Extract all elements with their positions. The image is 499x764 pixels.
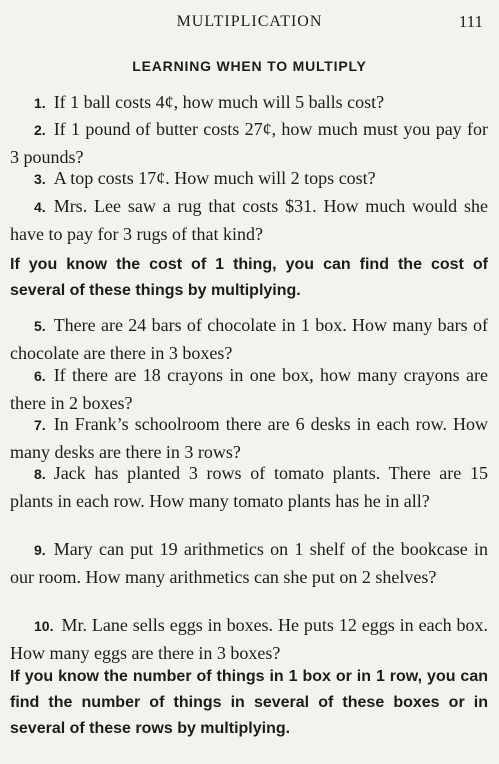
problem-number: 2. [34, 122, 46, 138]
problem-text: If there are 18 crayons in one box, how many crayons are there in 2 boxes? [10, 365, 488, 413]
problem-9 [10, 536, 488, 591]
rule-statement-1: If you know the cost of 1 thing, you can find the cost of several of these things by multiplying. [10, 256, 488, 299]
problem-text: Mrs. Lee saw a rug that costs $31. How much would she have to pay for 3 rugs of that kind? [10, 196, 488, 244]
problem-2 [10, 116, 488, 171]
problem-8 [10, 460, 488, 515]
problem-10 [10, 612, 488, 667]
problem-6 [10, 362, 488, 417]
problem-text: If 1 ball costs 4¢, how much will 5 balls cost? [53, 92, 385, 112]
page-number: 111 [458, 12, 483, 31]
problem-number: 10. [34, 618, 54, 634]
problem-text: If 1 pound of butter costs 27¢, how much must you pay for 3 pounds? [10, 119, 488, 167]
problem-7 [10, 411, 488, 466]
problem-number: 1. [34, 95, 46, 111]
problem-text: Mr. Lane sells eggs in boxes. He puts 12 eggs in each box. How many eggs are there in 3 boxes? [10, 615, 488, 663]
problem-number: 5. [34, 318, 46, 334]
problem-text: A top costs 17¢. How much will 2 tops cost? [53, 168, 376, 188]
problem-4 [10, 193, 488, 248]
problem-text: In Frank’s schoolroom there are 6 desks in each row. How many desks are there in 3 rows? [10, 414, 488, 462]
problem-5 [10, 312, 488, 367]
problem-number: 7. [34, 417, 46, 433]
problem-number: 8. [34, 466, 46, 482]
problem-number: 4. [34, 199, 46, 215]
problem-1 [10, 89, 488, 117]
problem-number: 6. [34, 368, 46, 384]
problem-text: Mary can put 19 arithmetics on 1 shelf of the bookcase in our room. How many arithmetics can she put on 2 shelves? [10, 539, 488, 587]
section-title: LEARNING WHEN TO MULTIPLY [132, 58, 367, 74]
running-head [0, 10, 499, 34]
problem-text: Jack has planted 3 rows of tomato plants. There are 15 plants in each row. How many tomato plants has he in all? [10, 463, 488, 511]
running-title: MULTIPLICATION [176, 13, 323, 30]
problem-number: 9. [34, 542, 46, 558]
problem-text: There are 24 bars of chocolate in 1 box. How many bars of chocolate are there in 3 boxes? [10, 315, 488, 363]
rule-statement-2: If you know the number of things in 1 box or in 1 row, you can find the number of things in several of these boxes or in several of these rows by multiplying. [10, 668, 488, 737]
problem-3 [10, 165, 488, 193]
problem-number: 3. [34, 171, 46, 187]
